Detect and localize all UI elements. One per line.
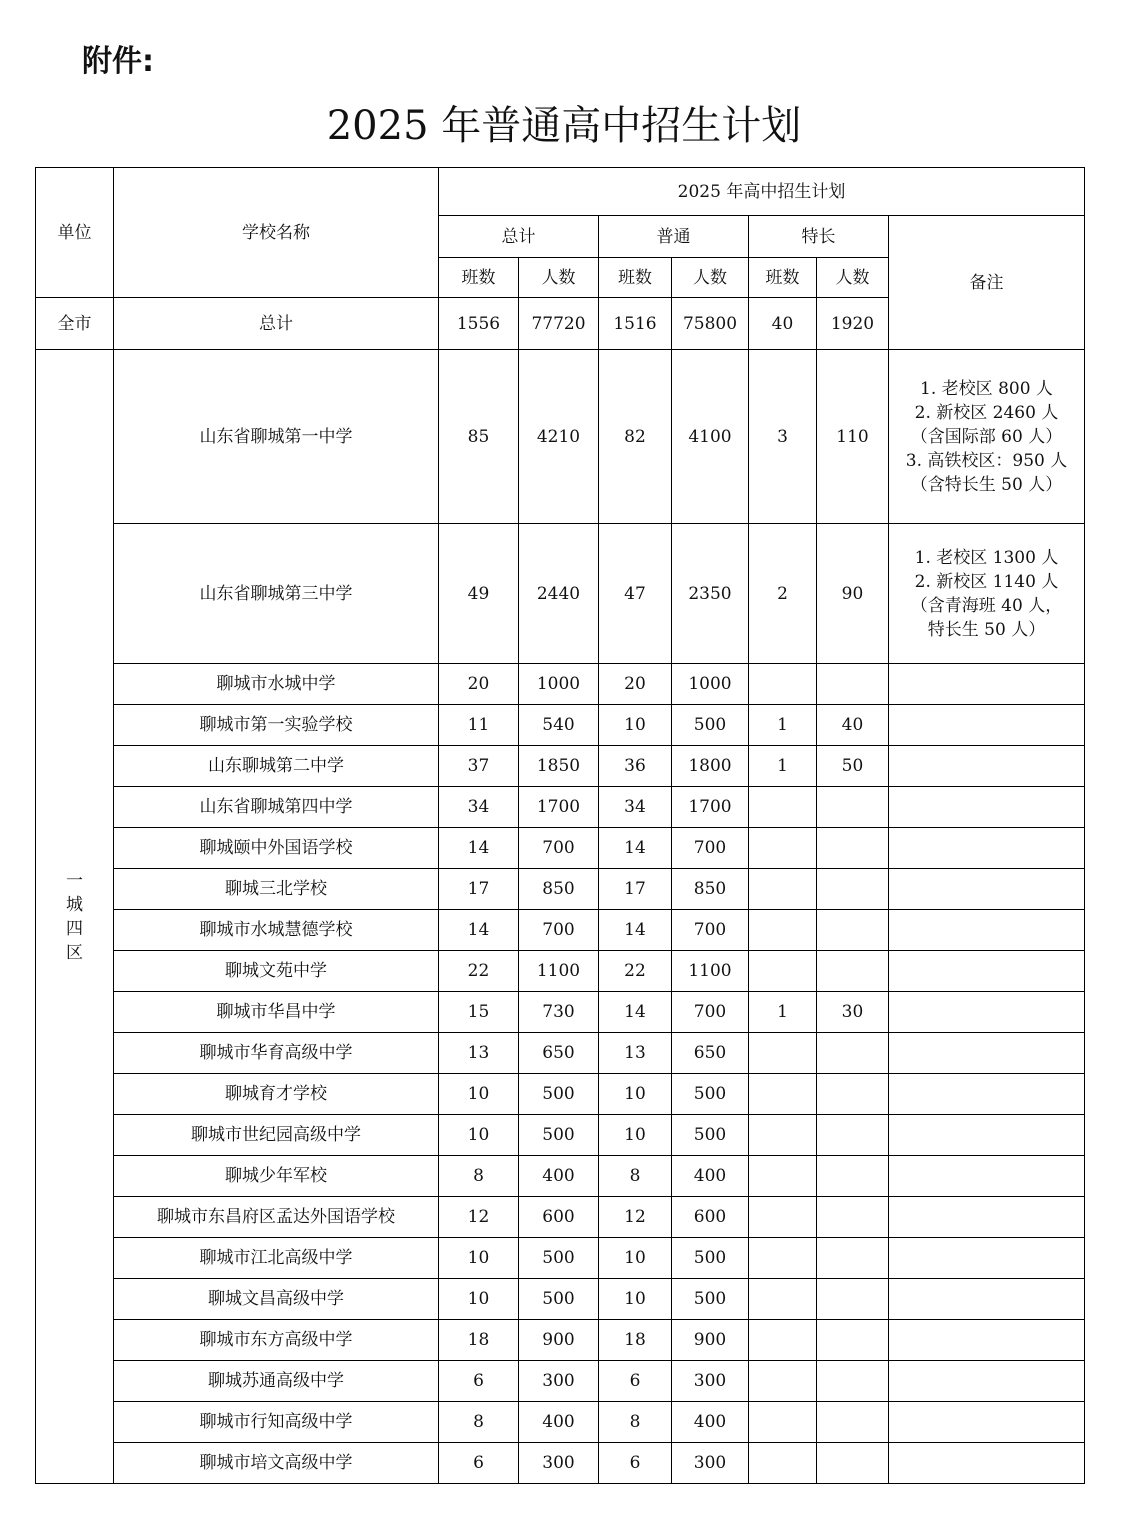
special-classes bbox=[749, 1320, 817, 1361]
school-name: 聊城颐中外国语学校 bbox=[114, 828, 439, 869]
table-row bbox=[36, 664, 1085, 705]
regular-students: 600 bbox=[672, 1197, 749, 1238]
special-classes bbox=[749, 787, 817, 828]
special-students bbox=[817, 1115, 889, 1156]
school-name: 聊城三北学校 bbox=[114, 869, 439, 910]
total-classes: 10 bbox=[439, 1279, 519, 1320]
special-classes: 1 bbox=[749, 746, 817, 787]
remarks-cell bbox=[889, 746, 1085, 787]
remarks-line: （含特长生 50 人） bbox=[910, 474, 1063, 495]
regular-classes: 17 bbox=[599, 869, 672, 910]
enrollment-plan-table bbox=[35, 167, 1085, 1484]
remarks-line: 特长生 50 人） bbox=[927, 619, 1046, 640]
special-classes bbox=[749, 1156, 817, 1197]
regular-classes: 14 bbox=[599, 992, 672, 1033]
regular-students: 500 bbox=[672, 1074, 749, 1115]
total-classes: 18 bbox=[439, 1320, 519, 1361]
regular-classes: 18 bbox=[599, 1320, 672, 1361]
table-row bbox=[36, 951, 1085, 992]
regular-students: 900 bbox=[672, 1320, 749, 1361]
special-students bbox=[817, 1074, 889, 1115]
district-label-char: 区 bbox=[66, 942, 83, 963]
regular-classes: 36 bbox=[599, 746, 672, 787]
special-students bbox=[817, 1402, 889, 1443]
remarks-cell bbox=[889, 1443, 1085, 1484]
total-classes: 20 bbox=[439, 664, 519, 705]
regular-classes: 14 bbox=[599, 910, 672, 951]
table-row bbox=[36, 910, 1085, 951]
total-students: 600 bbox=[519, 1197, 599, 1238]
regular-students: 1700 bbox=[672, 787, 749, 828]
special-students bbox=[817, 1238, 889, 1279]
regular-classes: 13 bbox=[599, 1033, 672, 1074]
total-classes: 37 bbox=[439, 746, 519, 787]
city-total-classes: 1556 bbox=[439, 298, 519, 350]
special-classes bbox=[749, 951, 817, 992]
total-students: 1850 bbox=[519, 746, 599, 787]
regular-classes: 10 bbox=[599, 705, 672, 746]
remarks-cell bbox=[889, 1279, 1085, 1320]
table-row bbox=[36, 1238, 1085, 1279]
city-special-classes: 40 bbox=[749, 298, 817, 350]
special-classes: 1 bbox=[749, 705, 817, 746]
special-students: 110 bbox=[817, 350, 889, 524]
remarks-cell bbox=[889, 1238, 1085, 1279]
special-students: 90 bbox=[817, 524, 889, 664]
special-classes bbox=[749, 664, 817, 705]
regular-classes: 14 bbox=[599, 828, 672, 869]
total-students: 650 bbox=[519, 1033, 599, 1074]
remarks-cell bbox=[889, 705, 1085, 746]
header-total-students: 人数 bbox=[519, 258, 599, 298]
regular-students: 700 bbox=[672, 992, 749, 1033]
special-students bbox=[817, 1320, 889, 1361]
school-name: 聊城市培文高级中学 bbox=[114, 1443, 439, 1484]
special-classes: 1 bbox=[749, 992, 817, 1033]
regular-students: 2350 bbox=[672, 524, 749, 664]
school-name: 聊城市东方高级中学 bbox=[114, 1320, 439, 1361]
special-classes: 2 bbox=[749, 524, 817, 664]
district-label-char: 城 bbox=[66, 894, 83, 915]
regular-students: 300 bbox=[672, 1361, 749, 1402]
header-total-classes: 班数 bbox=[439, 258, 519, 298]
total-classes: 6 bbox=[439, 1443, 519, 1484]
special-students bbox=[817, 1443, 889, 1484]
special-students bbox=[817, 787, 889, 828]
table-row bbox=[36, 1320, 1085, 1361]
total-students: 400 bbox=[519, 1402, 599, 1443]
total-students: 500 bbox=[519, 1279, 599, 1320]
total-students: 700 bbox=[519, 828, 599, 869]
school-name: 聊城市行知高级中学 bbox=[114, 1402, 439, 1443]
total-students: 4210 bbox=[519, 350, 599, 524]
total-classes: 11 bbox=[439, 705, 519, 746]
special-classes bbox=[749, 828, 817, 869]
regular-classes: 10 bbox=[599, 1115, 672, 1156]
school-name: 聊城少年军校 bbox=[114, 1156, 439, 1197]
header-plan-group: 2025 年高中招生计划 bbox=[439, 168, 1085, 216]
remarks-line: 1. 老校区 800 人 bbox=[920, 378, 1053, 399]
regular-students: 1800 bbox=[672, 746, 749, 787]
remarks-cell bbox=[889, 910, 1085, 951]
school-name: 聊城市水城慧德学校 bbox=[114, 910, 439, 951]
remarks-line: 2. 新校区 2460 人 bbox=[914, 402, 1059, 423]
special-classes bbox=[749, 1074, 817, 1115]
total-students: 500 bbox=[519, 1238, 599, 1279]
total-classes: 10 bbox=[439, 1074, 519, 1115]
total-students: 1000 bbox=[519, 664, 599, 705]
total-classes: 8 bbox=[439, 1402, 519, 1443]
school-name: 聊城苏通高级中学 bbox=[114, 1361, 439, 1402]
remarks-cell bbox=[889, 524, 1085, 664]
special-students: 50 bbox=[817, 746, 889, 787]
regular-students: 4100 bbox=[672, 350, 749, 524]
school-name: 聊城市水城中学 bbox=[114, 664, 439, 705]
regular-students: 700 bbox=[672, 910, 749, 951]
table-row bbox=[36, 1074, 1085, 1115]
school-name: 聊城文苑中学 bbox=[114, 951, 439, 992]
special-classes bbox=[749, 1402, 817, 1443]
total-students: 1700 bbox=[519, 787, 599, 828]
city-total-name: 总计 bbox=[114, 298, 439, 350]
special-students bbox=[817, 869, 889, 910]
remarks-cell bbox=[889, 1402, 1085, 1443]
total-students: 1100 bbox=[519, 951, 599, 992]
regular-classes: 34 bbox=[599, 787, 672, 828]
remarks-cell bbox=[889, 1197, 1085, 1238]
regular-students: 500 bbox=[672, 1279, 749, 1320]
regular-classes: 10 bbox=[599, 1238, 672, 1279]
remarks-line: 3. 高铁校区：950 人 bbox=[905, 450, 1068, 471]
special-students bbox=[817, 664, 889, 705]
total-classes: 10 bbox=[439, 1115, 519, 1156]
special-students: 40 bbox=[817, 705, 889, 746]
table-row bbox=[36, 1279, 1085, 1320]
city-special-students: 1920 bbox=[817, 298, 889, 350]
total-classes: 34 bbox=[439, 787, 519, 828]
school-name: 聊城市江北高级中学 bbox=[114, 1238, 439, 1279]
special-students bbox=[817, 1156, 889, 1197]
attachment-label: 附件: bbox=[82, 44, 154, 79]
special-classes bbox=[749, 1238, 817, 1279]
remarks-cell bbox=[889, 1361, 1085, 1402]
special-students: 30 bbox=[817, 992, 889, 1033]
total-classes: 12 bbox=[439, 1197, 519, 1238]
remarks-cell bbox=[889, 951, 1085, 992]
total-students: 300 bbox=[519, 1361, 599, 1402]
table-row bbox=[36, 350, 1085, 524]
regular-students: 700 bbox=[672, 828, 749, 869]
total-classes: 6 bbox=[439, 1361, 519, 1402]
remarks-line: （含青海班 40 人， bbox=[910, 595, 1063, 616]
school-name: 聊城市华昌中学 bbox=[114, 992, 439, 1033]
regular-classes: 12 bbox=[599, 1197, 672, 1238]
regular-classes: 8 bbox=[599, 1402, 672, 1443]
table-row bbox=[36, 1443, 1085, 1484]
regular-classes: 6 bbox=[599, 1361, 672, 1402]
city-regular-classes: 1516 bbox=[599, 298, 672, 350]
remarks-line: （含国际部 60 人） bbox=[910, 426, 1063, 447]
district-label-char: 四 bbox=[66, 918, 83, 939]
table-row bbox=[36, 869, 1085, 910]
total-classes: 85 bbox=[439, 350, 519, 524]
remarks-cell bbox=[889, 1115, 1085, 1156]
table-row bbox=[36, 1033, 1085, 1074]
school-name: 聊城市东昌府区孟达外国语学校 bbox=[114, 1197, 439, 1238]
remarks-cell bbox=[889, 1156, 1085, 1197]
regular-students: 1100 bbox=[672, 951, 749, 992]
header-remarks: 备注 bbox=[889, 216, 1085, 350]
regular-classes: 6 bbox=[599, 1443, 672, 1484]
table-row bbox=[36, 787, 1085, 828]
total-classes: 49 bbox=[439, 524, 519, 664]
school-name: 聊城市世纪园高级中学 bbox=[114, 1115, 439, 1156]
regular-students: 500 bbox=[672, 705, 749, 746]
table-row bbox=[36, 1156, 1085, 1197]
total-students: 700 bbox=[519, 910, 599, 951]
regular-students: 850 bbox=[672, 869, 749, 910]
remarks-cell bbox=[889, 1074, 1085, 1115]
header-unit: 单位 bbox=[36, 168, 114, 298]
remarks-cell bbox=[889, 992, 1085, 1033]
special-students bbox=[817, 1361, 889, 1402]
special-classes: 3 bbox=[749, 350, 817, 524]
header-regular-classes: 班数 bbox=[599, 258, 672, 298]
table-row bbox=[36, 992, 1085, 1033]
total-students: 500 bbox=[519, 1074, 599, 1115]
school-name: 聊城育才学校 bbox=[114, 1074, 439, 1115]
city-total-unit: 全市 bbox=[36, 298, 114, 350]
table-row bbox=[36, 746, 1085, 787]
remarks-cell bbox=[889, 828, 1085, 869]
regular-classes: 10 bbox=[599, 1279, 672, 1320]
remarks-cell bbox=[889, 664, 1085, 705]
special-students bbox=[817, 910, 889, 951]
school-name: 山东省聊城第三中学 bbox=[114, 524, 439, 664]
district-label-char: 一 bbox=[66, 870, 83, 891]
header-regular-students: 人数 bbox=[672, 258, 749, 298]
regular-classes: 8 bbox=[599, 1156, 672, 1197]
district-label bbox=[36, 350, 114, 1484]
page-title: 2025 年普通高中招生计划 bbox=[326, 103, 802, 149]
special-classes bbox=[749, 1115, 817, 1156]
total-students: 300 bbox=[519, 1443, 599, 1484]
regular-students: 1000 bbox=[672, 664, 749, 705]
school-name: 山东省聊城第四中学 bbox=[114, 787, 439, 828]
header-school-name: 学校名称 bbox=[114, 168, 439, 298]
table-row bbox=[36, 1402, 1085, 1443]
header-total: 总计 bbox=[439, 216, 599, 258]
total-students: 540 bbox=[519, 705, 599, 746]
special-classes bbox=[749, 1197, 817, 1238]
remarks-cell bbox=[889, 869, 1085, 910]
remarks-cell bbox=[889, 787, 1085, 828]
table-row bbox=[36, 705, 1085, 746]
table-row bbox=[36, 828, 1085, 869]
regular-classes: 47 bbox=[599, 524, 672, 664]
regular-classes: 22 bbox=[599, 951, 672, 992]
header-special-classes: 班数 bbox=[749, 258, 817, 298]
regular-classes: 20 bbox=[599, 664, 672, 705]
total-classes: 15 bbox=[439, 992, 519, 1033]
special-classes bbox=[749, 1443, 817, 1484]
total-classes: 22 bbox=[439, 951, 519, 992]
school-name: 山东聊城第二中学 bbox=[114, 746, 439, 787]
total-classes: 13 bbox=[439, 1033, 519, 1074]
total-students: 730 bbox=[519, 992, 599, 1033]
table-row bbox=[36, 1361, 1085, 1402]
special-classes bbox=[749, 869, 817, 910]
special-students bbox=[817, 1197, 889, 1238]
special-classes bbox=[749, 1279, 817, 1320]
regular-students: 650 bbox=[672, 1033, 749, 1074]
header-special: 特长 bbox=[749, 216, 889, 258]
school-name: 聊城市第一实验学校 bbox=[114, 705, 439, 746]
special-classes bbox=[749, 1033, 817, 1074]
table-row bbox=[36, 1115, 1085, 1156]
special-students bbox=[817, 1279, 889, 1320]
special-students bbox=[817, 828, 889, 869]
header-special-students: 人数 bbox=[817, 258, 889, 298]
total-students: 850 bbox=[519, 869, 599, 910]
remarks-cell bbox=[889, 1033, 1085, 1074]
total-classes: 8 bbox=[439, 1156, 519, 1197]
remarks-cell bbox=[889, 1320, 1085, 1361]
table-row bbox=[36, 1197, 1085, 1238]
regular-classes: 10 bbox=[599, 1074, 672, 1115]
regular-students: 500 bbox=[672, 1115, 749, 1156]
special-students bbox=[817, 1033, 889, 1074]
total-students: 2440 bbox=[519, 524, 599, 664]
school-name: 聊城文昌高级中学 bbox=[114, 1279, 439, 1320]
city-total-students: 77720 bbox=[519, 298, 599, 350]
regular-students: 500 bbox=[672, 1238, 749, 1279]
special-classes bbox=[749, 910, 817, 951]
total-classes: 17 bbox=[439, 869, 519, 910]
regular-students: 400 bbox=[672, 1156, 749, 1197]
total-classes: 14 bbox=[439, 828, 519, 869]
remarks-cell bbox=[889, 350, 1085, 524]
total-students: 900 bbox=[519, 1320, 599, 1361]
remarks-line: 1. 老校区 1300 人 bbox=[914, 547, 1059, 568]
city-regular-students: 75800 bbox=[672, 298, 749, 350]
regular-students: 400 bbox=[672, 1402, 749, 1443]
school-name: 聊城市华育高级中学 bbox=[114, 1033, 439, 1074]
header-regular: 普通 bbox=[599, 216, 749, 258]
table-row bbox=[36, 524, 1085, 664]
special-students bbox=[817, 951, 889, 992]
regular-classes: 82 bbox=[599, 350, 672, 524]
total-students: 500 bbox=[519, 1115, 599, 1156]
total-students: 400 bbox=[519, 1156, 599, 1197]
total-classes: 14 bbox=[439, 910, 519, 951]
total-classes: 10 bbox=[439, 1238, 519, 1279]
school-name: 山东省聊城第一中学 bbox=[114, 350, 439, 524]
remarks-line: 2. 新校区 1140 人 bbox=[914, 571, 1059, 592]
regular-students: 300 bbox=[672, 1443, 749, 1484]
special-classes bbox=[749, 1361, 817, 1402]
